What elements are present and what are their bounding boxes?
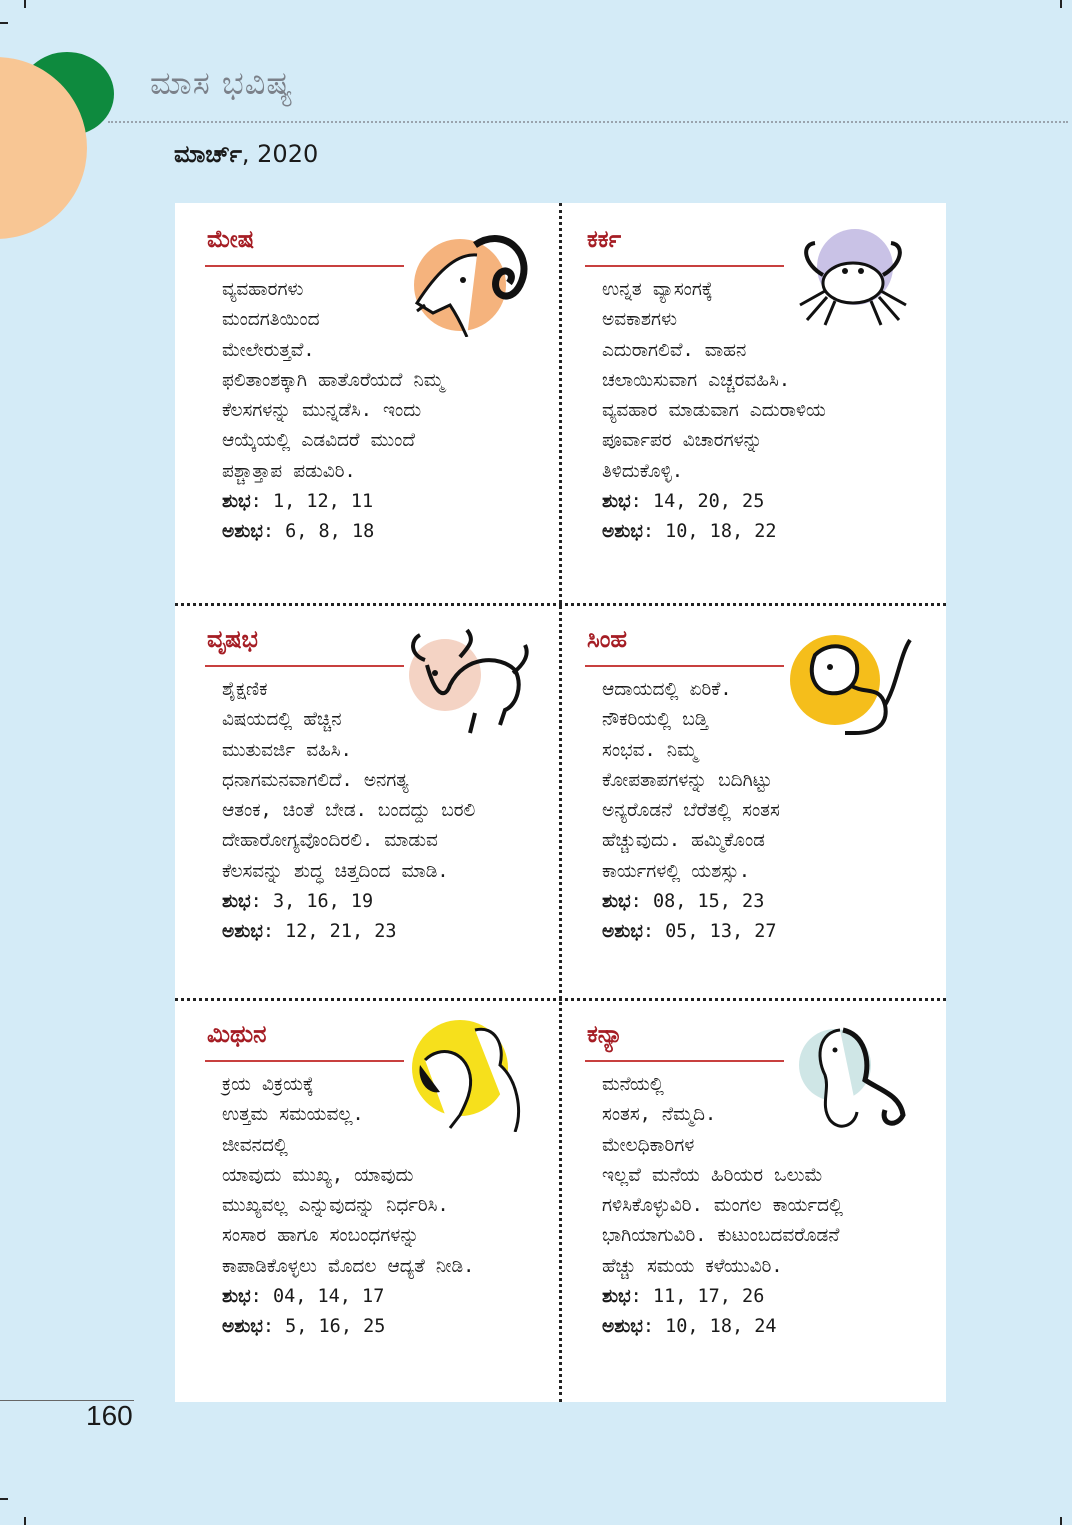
prediction-line: ಆದಾಯದಲ್ಲಿ ಏರಿಕೆ. [602,679,732,700]
auspicious-label: ಶುಭ [222,491,251,513]
inauspicious-values: : 12, 21, 23 [262,921,397,943]
inauspicious-label: ಅಶುಭ [602,1316,643,1338]
prediction-line: ವ್ಯವಹಾರಗಳು [222,279,304,300]
prediction-line: ಕಾರ್ಯಗಳಲ್ಲಿ ಯಶಸ್ಸು. [602,860,751,882]
auspicious-values: : 08, 15, 23 [630,891,765,913]
auspicious-values: : 04, 14, 17 [250,1286,385,1308]
inauspicious-label: ಅಶುಭ [222,521,263,543]
sign-underline [205,1060,404,1062]
prediction-line: ಸಂಭವ. ನಿಮ್ಮ [602,739,698,761]
prediction-line: ಮನೆಯಲ್ಲಿ [602,1074,664,1095]
auspicious-values: : 11, 17, 26 [630,1286,765,1308]
inauspicious-dates [222,1312,474,1342]
auspicious-label: ಶುಭ [602,491,631,513]
sign-underline [585,265,784,267]
prediction-line: ಪೂರ್ವಾಪರ ವಿಚಾರಗಳನ್ನು [602,430,763,452]
sign-underline [205,265,404,267]
prediction-line: ಉನ್ನತ ವ್ಯಾಸಂಗಕ್ಕೆ [602,279,713,300]
auspicious-values: : 14, 20, 25 [630,491,765,513]
inauspicious-dates [222,917,475,947]
inauspicious-dates [602,1312,843,1342]
prediction-line: ವಿಷಯದಲ್ಲಿ ಹೆಚ್ಚಿನ [222,709,342,731]
sign-underline [585,1060,784,1062]
inauspicious-values: : 10, 18, 22 [642,521,777,543]
crop-mark [0,1498,8,1500]
issue-date [174,140,318,168]
page-number: 160 [86,1400,133,1431]
prediction-line: ಫಲಿತಾಂಶಕ್ಕಾಗಿ ಹಾತೊರೆಯದೆ ನಿಮ್ಮ [222,369,444,391]
prediction-line: ಕೆಲಸಗಳನ್ನು ಮುನ್ನಡೆಸಿ. ಇಂದು [222,400,422,422]
inauspicious-values: : 6, 8, 18 [262,521,375,543]
prediction-line: ಆಯ್ಕೆಯಲ್ಲಿ ಎಡವಿದರೆ ಮುಂದೆ [222,430,416,452]
auspicious-label: ಶುಭ [602,1286,631,1308]
leo-lion-icon [785,625,915,737]
sign-text [602,275,826,548]
prediction-line: ಮುಖ್ಯವಲ್ಲ ಎನ್ನುವುದನ್ನು ನಿರ್ಧರಿಸಿ. [222,1195,449,1217]
sign-card-kanya [555,998,940,1397]
horoscope-panel [175,203,946,1402]
prediction-line: ತಿಳಿದುಕೊಳ್ಳಿ. [602,460,683,482]
auspicious-dates [602,487,826,517]
sign-text [222,275,444,548]
sign-text [222,1070,474,1343]
prediction-line: ಹೆಚ್ಚುವುದು. ಹಮ್ಮಿಕೊಂಡ [602,830,765,852]
sign-name: ಕರ್ಕ [587,225,622,253]
prediction-line: ಮಂದಗತಿಯಿಂದ [222,309,320,331]
inauspicious-values: : 5, 16, 25 [262,1316,386,1338]
prediction-line: ಚಲಾಯಿಸುವಾಗ ಎಚ್ಚರವಹಿಸಿ. [602,369,790,391]
prediction-line: ಮುತುವರ್ಜಿ ವಹಿಸಿ. [222,739,352,761]
sign-card-mesha [175,203,560,602]
crop-mark [1060,0,1062,8]
prediction-line: ಕ್ರಯ ವಿಕ್ರಯಕ್ಕೆ [222,1074,314,1095]
prediction-line: ಧನಾಗಮನವಾಗಲಿದೆ. ಅನಗತ್ಯ [222,769,409,791]
auspicious-dates [602,1282,843,1312]
prediction-line: ಎದುರಾಗಲಿವೆ. ವಾಹನ [602,339,747,361]
crop-mark [24,0,26,8]
inauspicious-dates [602,917,780,947]
inauspicious-label: ಅಶುಭ [602,921,643,943]
inauspicious-values: : 10, 18, 24 [642,1316,777,1338]
auspicious-label: ಶುಭ [222,891,251,913]
sign-text [602,1070,843,1343]
prediction-line: ಉತ್ತಮ ಸಮಯವಲ್ಲ. [222,1104,364,1126]
prediction-line: ಕೋಪತಾಪಗಳನ್ನು ಬದಿಗಿಟ್ಟು [602,769,772,791]
inauspicious-dates [602,517,826,547]
sign-card-karka [555,203,940,602]
sign-underline [205,665,404,667]
crop-mark [24,1517,26,1525]
auspicious-dates [222,487,444,517]
issue-year: , 2020 [241,140,319,168]
inauspicious-label: ಅಶುಭ [602,521,643,543]
auspicious-values: : 1, 12, 11 [250,491,374,513]
sign-text [602,675,780,948]
prediction-line: ಕೆಲಸವನ್ನು ಶುದ್ಧ ಚಿತ್ತದಿಂದ ಮಾಡಿ. [222,860,449,882]
sign-card-mithuna [175,998,560,1397]
sign-card-vrishabha [175,603,560,1002]
sign-text [222,675,475,948]
prediction-line: ಗಳಿಸಿಕೊಳ್ಳುವಿರಿ. ಮಂಗಲ ಕಾರ್ಯದಲ್ಲಿ [602,1195,843,1217]
prediction-line: ನೌಕರಿಯಲ್ಲಿ ಬಡ್ತಿ [602,709,708,731]
sign-name: ಕನ್ಯಾ [587,1020,623,1048]
header-dotted-divider [108,121,1068,123]
prediction-line: ಶೈಕ್ಷಣಿಕ [222,679,268,700]
sign-name: ಮಿಥುನ [207,1020,267,1048]
sign-underline [585,665,784,667]
inauspicious-dates [222,517,444,547]
prediction-line: ಮೇಲೇರುತ್ತವೆ. [222,339,315,361]
sign-name: ಮೇಷ [207,225,255,253]
prediction-line: ಸಂತಸ, ನೆಮ್ಮದಿ. [602,1104,717,1126]
crop-mark [0,22,8,24]
crop-mark [1060,1517,1062,1525]
inauspicious-label: ಅಶುಭ [222,921,263,943]
auspicious-dates [222,1282,474,1312]
prediction-line: ಅನ್ಯರೊಡನೆ ಬೆರೆತಲ್ಲಿ ಸಂತಸ [602,800,780,822]
prediction-line: ಇಲ್ಲವೆ ಮನೆಯ ಹಿರಿಯರ ಒಲುಮೆ [602,1164,823,1186]
prediction-line: ಯಾವುದು ಮುಖ್ಯ, ಯಾವುದು [222,1164,414,1186]
sign-name: ಸಿಂಹ [587,625,628,653]
prediction-line: ಕಾಪಾಡಿಕೊಳ್ಳಲು ಮೊದಲ ಆದ್ಯತೆ ನೀಡಿ. [222,1255,475,1277]
prediction-line: ಮೇಲಧಿಕಾರಿಗಳ [602,1134,695,1156]
prediction-line: ಭಾಗಿಯಾಗುವಿರಿ. ಕುಟುಂಬದವರೊಡನೆ [602,1225,840,1247]
prediction-line: ಸಂಸಾರ ಹಾಗೂ ಸಂಬಂಧಗಳನ್ನು [222,1225,420,1247]
prediction-line: ಪಶ್ಚಾತ್ತಾಪ ಪಡುವಿರಿ. [222,460,356,482]
sign-name: ವೃಷಭ [207,625,258,653]
prediction-line: ದೇಹಾರೋಗ್ಯವೊಂದಿರಲಿ. ಮಾಡುವ [222,830,438,852]
auspicious-label: ಶುಭ [602,891,631,913]
auspicious-label: ಶುಭ [222,1286,251,1308]
auspicious-dates [602,887,780,917]
inauspicious-label: ಅಶುಭ [222,1316,263,1338]
prediction-line: ವ್ಯವಹಾರ ಮಾಡುವಾಗ ಎದುರಾಳಿಯ [602,400,826,422]
issue-month: ಮಾರ್ಚ್ [174,140,242,168]
sign-card-simha [555,603,940,1002]
inauspicious-values: : 05, 13, 27 [642,921,777,943]
auspicious-values: : 3, 16, 19 [250,891,374,913]
section-title: ಮಾಸ ಭವಿಷ್ಯ [150,64,294,102]
auspicious-dates [222,887,475,917]
prediction-line: ಅವಕಾಶಗಳು [602,309,677,331]
prediction-line: ಆತಂಕ, ಚಿಂತೆ ಬೇಡ. ಬಂದದ್ದು ಬರಲಿ [222,800,476,822]
prediction-line: ಹೆಚ್ಚು ಸಮಯ ಕಳೆಯುವಿರಿ. [602,1255,783,1277]
prediction-line: ಜೀವನದಲ್ಲಿ [222,1134,288,1156]
